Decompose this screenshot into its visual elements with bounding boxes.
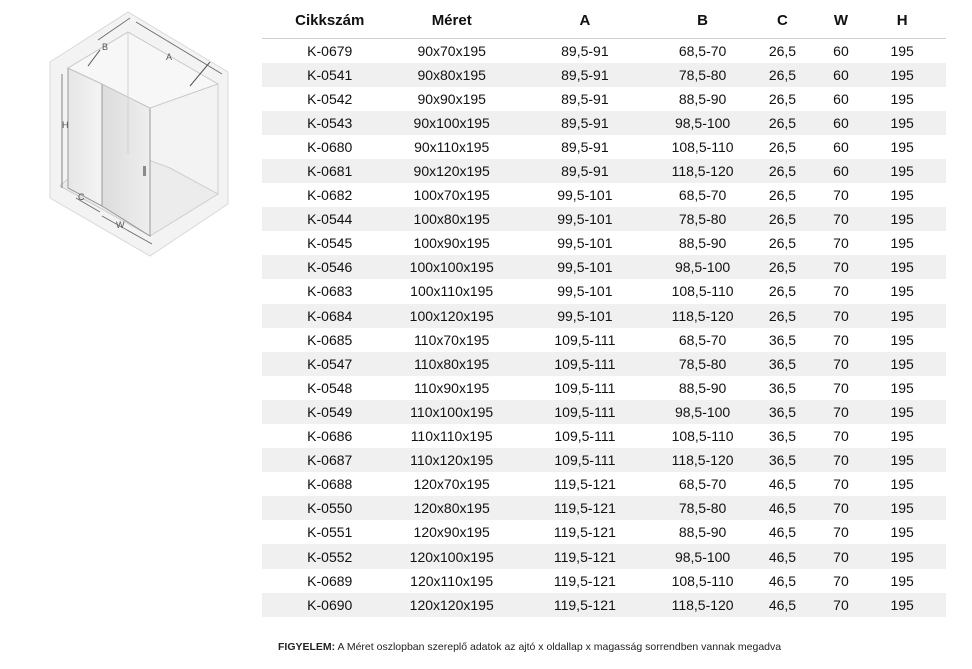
cell-meret: 100x110x195 bbox=[398, 279, 506, 303]
table-row bbox=[262, 496, 946, 520]
cell-h: 195 bbox=[858, 63, 946, 87]
cell-h: 195 bbox=[858, 135, 946, 159]
cell-b: 98,5-100 bbox=[664, 400, 741, 424]
cell-cikkszam: K-0690 bbox=[262, 593, 398, 617]
cell-w: 70 bbox=[824, 472, 859, 496]
cell-meret: 90x70x195 bbox=[398, 38, 506, 63]
cell-w: 70 bbox=[824, 496, 859, 520]
cell-b: 68,5-70 bbox=[664, 183, 741, 207]
cell-b: 98,5-100 bbox=[664, 111, 741, 135]
cell-b: 88,5-90 bbox=[664, 520, 741, 544]
header-meret: Méret bbox=[431, 12, 472, 30]
cell-c: 26,5 bbox=[741, 111, 823, 135]
cell-cikkszam: K-0544 bbox=[262, 207, 398, 231]
cell-c: 36,5 bbox=[741, 328, 823, 352]
cell-meret: 100x120x195 bbox=[398, 304, 506, 328]
cell-a: 99,5-101 bbox=[506, 207, 664, 231]
cell-a: 109,5-111 bbox=[506, 400, 664, 424]
cell-a: 89,5-91 bbox=[506, 38, 664, 63]
table-row bbox=[262, 569, 946, 593]
cell-a: 109,5-111 bbox=[506, 424, 664, 448]
cell-c: 46,5 bbox=[741, 569, 823, 593]
cell-a: 119,5-121 bbox=[506, 496, 664, 520]
cell-cikkszam: K-0546 bbox=[262, 255, 398, 279]
cell-w: 70 bbox=[824, 376, 859, 400]
cell-a: 99,5-101 bbox=[506, 231, 664, 255]
cell-cikkszam: K-0683 bbox=[262, 279, 398, 303]
cell-c: 46,5 bbox=[741, 496, 823, 520]
cell-h: 195 bbox=[858, 376, 946, 400]
cell-c: 36,5 bbox=[741, 400, 823, 424]
table-row bbox=[262, 593, 946, 617]
cell-w: 60 bbox=[824, 159, 859, 183]
cell-meret: 90x110x195 bbox=[398, 135, 506, 159]
cell-cikkszam: K-0684 bbox=[262, 304, 398, 328]
cell-b: 68,5-70 bbox=[664, 38, 741, 63]
cell-meret: 110x110x195 bbox=[398, 424, 506, 448]
door-handle bbox=[143, 166, 146, 176]
cell-meret: 90x80x195 bbox=[398, 63, 506, 87]
cell-h: 195 bbox=[858, 304, 946, 328]
cell-c: 26,5 bbox=[741, 38, 823, 63]
cell-a: 99,5-101 bbox=[506, 255, 664, 279]
cell-a: 109,5-111 bbox=[506, 352, 664, 376]
table-row bbox=[262, 87, 946, 111]
cell-b: 78,5-80 bbox=[664, 496, 741, 520]
cell-w: 70 bbox=[824, 569, 859, 593]
cell-w: 70 bbox=[824, 544, 859, 568]
cell-a: 109,5-111 bbox=[506, 328, 664, 352]
cell-b: 108,5-110 bbox=[664, 424, 741, 448]
cell-a: 119,5-121 bbox=[506, 520, 664, 544]
cell-w: 60 bbox=[824, 111, 859, 135]
table-header-row bbox=[262, 4, 946, 38]
table-row bbox=[262, 328, 946, 352]
cell-cikkszam: K-0543 bbox=[262, 111, 398, 135]
cell-cikkszam: K-0547 bbox=[262, 352, 398, 376]
cell-b: 88,5-90 bbox=[664, 376, 741, 400]
header-h: H bbox=[896, 12, 908, 30]
cell-a: 89,5-91 bbox=[506, 135, 664, 159]
cell-h: 195 bbox=[858, 111, 946, 135]
table-row bbox=[262, 159, 946, 183]
cell-h: 195 bbox=[858, 38, 946, 63]
cell-h: 195 bbox=[858, 424, 946, 448]
cell-cikkszam: K-0686 bbox=[262, 424, 398, 448]
cell-b: 118,5-120 bbox=[664, 593, 741, 617]
cell-w: 70 bbox=[824, 231, 859, 255]
cell-meret: 120x70x195 bbox=[398, 472, 506, 496]
cell-b: 78,5-80 bbox=[664, 207, 741, 231]
cell-w: 70 bbox=[824, 520, 859, 544]
cell-h: 195 bbox=[858, 183, 946, 207]
cell-meret: 120x90x195 bbox=[398, 520, 506, 544]
cell-h: 195 bbox=[858, 255, 946, 279]
cell-b: 88,5-90 bbox=[664, 231, 741, 255]
cell-cikkszam: K-0545 bbox=[262, 231, 398, 255]
cell-meret: 100x90x195 bbox=[398, 231, 506, 255]
cell-h: 195 bbox=[858, 544, 946, 568]
cell-c: 36,5 bbox=[741, 376, 823, 400]
cell-b: 78,5-80 bbox=[664, 63, 741, 87]
cell-c: 26,5 bbox=[741, 207, 823, 231]
cell-meret: 110x70x195 bbox=[398, 328, 506, 352]
table-row bbox=[262, 304, 946, 328]
table-row bbox=[262, 544, 946, 568]
cell-w: 60 bbox=[824, 135, 859, 159]
cell-meret: 120x80x195 bbox=[398, 496, 506, 520]
cell-b: 108,5-110 bbox=[664, 569, 741, 593]
cell-w: 70 bbox=[824, 328, 859, 352]
table-row bbox=[262, 424, 946, 448]
cell-b: 98,5-100 bbox=[664, 255, 741, 279]
cell-a: 99,5-101 bbox=[506, 304, 664, 328]
cell-a: 119,5-121 bbox=[506, 544, 664, 568]
cell-meret: 110x120x195 bbox=[398, 448, 506, 472]
table-row bbox=[262, 38, 946, 63]
cell-cikkszam: K-0681 bbox=[262, 159, 398, 183]
product-spec-table bbox=[262, 4, 946, 617]
cell-cikkszam: K-0541 bbox=[262, 63, 398, 87]
cell-c: 36,5 bbox=[741, 352, 823, 376]
cell-a: 119,5-121 bbox=[506, 472, 664, 496]
header-b: B bbox=[697, 12, 709, 30]
cell-h: 195 bbox=[858, 569, 946, 593]
cell-c: 36,5 bbox=[741, 448, 823, 472]
dimension-label-w: W bbox=[116, 220, 125, 230]
cell-meret: 110x100x195 bbox=[398, 400, 506, 424]
cell-meret: 120x110x195 bbox=[398, 569, 506, 593]
cell-h: 195 bbox=[858, 593, 946, 617]
cell-c: 46,5 bbox=[741, 472, 823, 496]
cell-meret: 100x80x195 bbox=[398, 207, 506, 231]
cell-h: 195 bbox=[858, 231, 946, 255]
cell-meret: 100x70x195 bbox=[398, 183, 506, 207]
cell-b: 88,5-90 bbox=[664, 87, 741, 111]
cell-meret: 90x90x195 bbox=[398, 87, 506, 111]
cell-meret: 90x120x195 bbox=[398, 159, 506, 183]
cell-w: 60 bbox=[824, 87, 859, 111]
cell-b: 108,5-110 bbox=[664, 279, 741, 303]
table-row bbox=[262, 279, 946, 303]
cell-cikkszam: K-0685 bbox=[262, 328, 398, 352]
cell-cikkszam: K-0549 bbox=[262, 400, 398, 424]
cell-a: 109,5-111 bbox=[506, 448, 664, 472]
cell-cikkszam: K-0680 bbox=[262, 135, 398, 159]
cell-w: 60 bbox=[824, 38, 859, 63]
cell-a: 89,5-91 bbox=[506, 159, 664, 183]
header-cikkszam: Cikkszám bbox=[295, 12, 365, 30]
cell-w: 70 bbox=[824, 400, 859, 424]
cell-h: 195 bbox=[858, 496, 946, 520]
table-row bbox=[262, 63, 946, 87]
cell-c: 46,5 bbox=[741, 520, 823, 544]
cell-w: 70 bbox=[824, 255, 859, 279]
cell-a: 89,5-91 bbox=[506, 111, 664, 135]
cell-b: 68,5-70 bbox=[664, 328, 741, 352]
cell-h: 195 bbox=[858, 448, 946, 472]
table-row bbox=[262, 135, 946, 159]
header-w: W bbox=[833, 12, 849, 30]
cell-c: 26,5 bbox=[741, 279, 823, 303]
cell-h: 195 bbox=[858, 279, 946, 303]
cell-c: 26,5 bbox=[741, 183, 823, 207]
cell-w: 70 bbox=[824, 279, 859, 303]
cell-a: 89,5-91 bbox=[506, 63, 664, 87]
table-row bbox=[262, 352, 946, 376]
cell-w: 70 bbox=[824, 207, 859, 231]
cell-w: 70 bbox=[824, 424, 859, 448]
cell-c: 46,5 bbox=[741, 593, 823, 617]
cell-h: 195 bbox=[858, 472, 946, 496]
table-row bbox=[262, 207, 946, 231]
cell-cikkszam: K-0551 bbox=[262, 520, 398, 544]
cell-h: 195 bbox=[858, 207, 946, 231]
cell-cikkszam: K-0548 bbox=[262, 376, 398, 400]
cell-meret: 120x100x195 bbox=[398, 544, 506, 568]
cell-cikkszam: K-0687 bbox=[262, 448, 398, 472]
cell-c: 26,5 bbox=[741, 63, 823, 87]
header-c: C bbox=[777, 12, 788, 30]
cell-w: 70 bbox=[824, 352, 859, 376]
table-row bbox=[262, 111, 946, 135]
cell-b: 98,5-100 bbox=[664, 544, 741, 568]
cell-a: 89,5-91 bbox=[506, 87, 664, 111]
cell-cikkszam: K-0689 bbox=[262, 569, 398, 593]
cell-w: 70 bbox=[824, 304, 859, 328]
cell-c: 26,5 bbox=[741, 255, 823, 279]
cell-meret: 90x100x195 bbox=[398, 111, 506, 135]
footnote-text: A Méret oszlopban szereplő adatok az ajtó x oldallap x magasság sorrendben vannak megadva bbox=[335, 641, 782, 653]
cell-h: 195 bbox=[858, 520, 946, 544]
table-row bbox=[262, 231, 946, 255]
cell-c: 26,5 bbox=[741, 159, 823, 183]
cell-a: 119,5-121 bbox=[506, 569, 664, 593]
cell-h: 195 bbox=[858, 400, 946, 424]
table-row bbox=[262, 448, 946, 472]
cell-h: 195 bbox=[858, 87, 946, 111]
glass-door-panel bbox=[68, 68, 102, 206]
table-body bbox=[262, 38, 946, 617]
cell-b: 78,5-80 bbox=[664, 352, 741, 376]
dimension-label-b: B bbox=[102, 42, 109, 52]
dimension-label-c: C bbox=[78, 192, 85, 202]
cell-c: 36,5 bbox=[741, 424, 823, 448]
cell-a: 99,5-101 bbox=[506, 183, 664, 207]
cell-meret: 110x80x195 bbox=[398, 352, 506, 376]
cell-meret: 100x100x195 bbox=[398, 255, 506, 279]
cell-h: 195 bbox=[858, 159, 946, 183]
footnote-label: FIGYELEM: bbox=[278, 641, 336, 653]
cell-cikkszam: K-0550 bbox=[262, 496, 398, 520]
cell-b: 68,5-70 bbox=[664, 472, 741, 496]
cell-cikkszam: K-0679 bbox=[262, 38, 398, 63]
cell-w: 70 bbox=[824, 593, 859, 617]
cell-b: 118,5-120 bbox=[664, 448, 741, 472]
cell-b: 108,5-110 bbox=[664, 135, 741, 159]
shower-enclosure-diagram bbox=[40, 4, 240, 264]
cell-meret: 110x90x195 bbox=[398, 376, 506, 400]
cell-w: 60 bbox=[824, 63, 859, 87]
cell-c: 26,5 bbox=[741, 231, 823, 255]
cell-c: 26,5 bbox=[741, 135, 823, 159]
dimension-label-a: A bbox=[166, 52, 173, 62]
cell-a: 109,5-111 bbox=[506, 376, 664, 400]
cell-meret: 120x120x195 bbox=[398, 593, 506, 617]
cell-w: 70 bbox=[824, 183, 859, 207]
table-row bbox=[262, 376, 946, 400]
cell-h: 195 bbox=[858, 328, 946, 352]
cell-cikkszam: K-0688 bbox=[262, 472, 398, 496]
cell-b: 118,5-120 bbox=[664, 304, 741, 328]
cell-c: 46,5 bbox=[741, 544, 823, 568]
table-row bbox=[262, 472, 946, 496]
table-row bbox=[262, 183, 946, 207]
footnote bbox=[278, 641, 781, 653]
cell-cikkszam: K-0682 bbox=[262, 183, 398, 207]
cell-c: 26,5 bbox=[741, 87, 823, 111]
cell-h: 195 bbox=[858, 352, 946, 376]
table-row bbox=[262, 400, 946, 424]
cell-b: 118,5-120 bbox=[664, 159, 741, 183]
header-a: A bbox=[579, 12, 591, 30]
cell-c: 26,5 bbox=[741, 304, 823, 328]
cell-a: 119,5-121 bbox=[506, 593, 664, 617]
table-row bbox=[262, 520, 946, 544]
cell-cikkszam: K-0542 bbox=[262, 87, 398, 111]
cell-cikkszam: K-0552 bbox=[262, 544, 398, 568]
cell-w: 70 bbox=[824, 448, 859, 472]
dimension-label-h: H bbox=[62, 120, 69, 130]
cell-a: 99,5-101 bbox=[506, 279, 664, 303]
table-row bbox=[262, 255, 946, 279]
